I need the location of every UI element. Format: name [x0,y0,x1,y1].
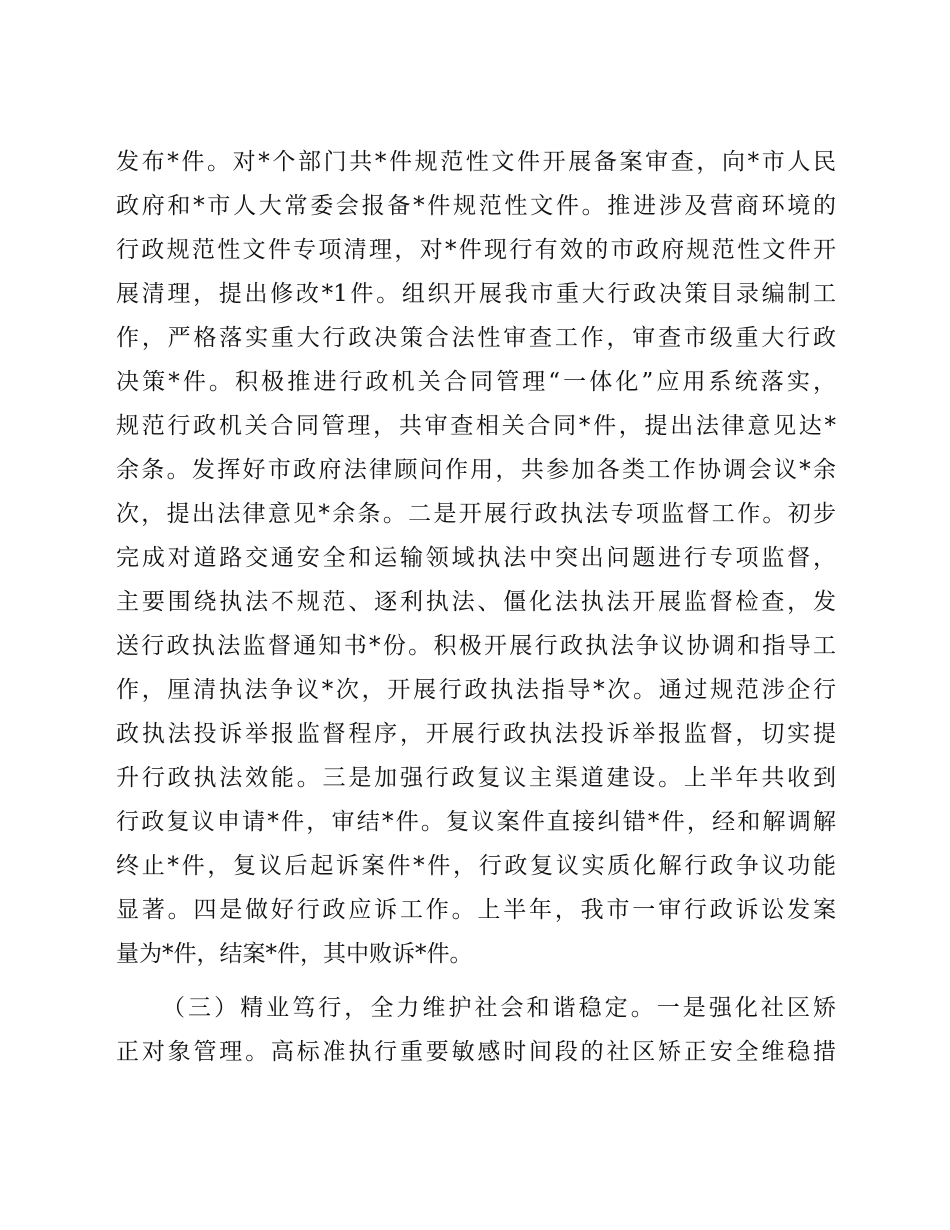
text-line: 正对象管理。高标准执行重要敏感时间段的社区矫正安全维稳措 [116,1039,836,1065]
text-line: 量为*件，结案*件，其中败诉*件。 [116,941,473,967]
text-line: 余条。发挥好市政府法律顾问作用，共参加各类工作协调会议*余 [116,457,836,483]
text-line: 升行政执法效能。三是加强行政复议主渠道建设。上半年共收到 [116,765,836,791]
text-line: 送行政执法监督通知书*份。积极开展行政执法争议协调和指导工 [116,633,836,659]
text-line: 完成对道路交通安全和运输领域执法中突出问题进行专项监督， [116,545,836,571]
text-line: 作，严格落实重大行政决策合法性审查工作，审查市级重大行政 [116,325,836,351]
text-line: 行政复议申请*件，审结*件。复议案件直接纠错*件，经和解调解 [116,809,836,835]
text-line: 展清理，提出修改*1件。组织开展我市重大行政决策目录编制工 [116,281,836,307]
text-line: 次，提出法律意见*余条。二是开展行政执法专项监督工作。初步 [116,501,836,527]
text-line: 显著。四是做好行政应诉工作。上半年，我市一审行政诉讼发案 [116,897,836,923]
text-line: 发布*件。对*个部门共*件规范性文件开展备案审查，向*市人民 [116,149,836,175]
text-line: 行政规范性文件专项清理，对*件现行有效的市政府规范性文件开 [116,237,836,263]
text-line: （三）精业笃行，全力维护社会和谐稳定。一是强化社区矫 [162,995,836,1021]
body-text [116,140,836,1074]
paragraph-2 [116,986,836,1074]
text-line: 终止*件，复议后起诉案件*件，行政复议实质化解行政争议功能 [116,853,836,879]
paragraph-gap [116,976,836,986]
text-line: 政府和*市人大常委会报备*件规范性文件。推进涉及营商环境的 [116,193,836,219]
paragraph-1 [116,140,836,976]
text-line: 决策*件。积极推进行政机关合同管理“一体化”应用系统落实， [116,369,836,395]
text-line: 规范行政机关合同管理，共审查相关合同*件，提出法律意见达* [116,413,836,439]
text-line: 政执法投诉举报监督程序，开展行政执法投诉举报监督，切实提 [116,721,836,747]
text-line: 作，厘清执法争议*次，开展行政执法指导*次。通过规范涉企行 [116,677,836,703]
text-line: 主要围绕执法不规范、逐利执法、僵化法执法开展监督检查，发 [116,589,836,615]
